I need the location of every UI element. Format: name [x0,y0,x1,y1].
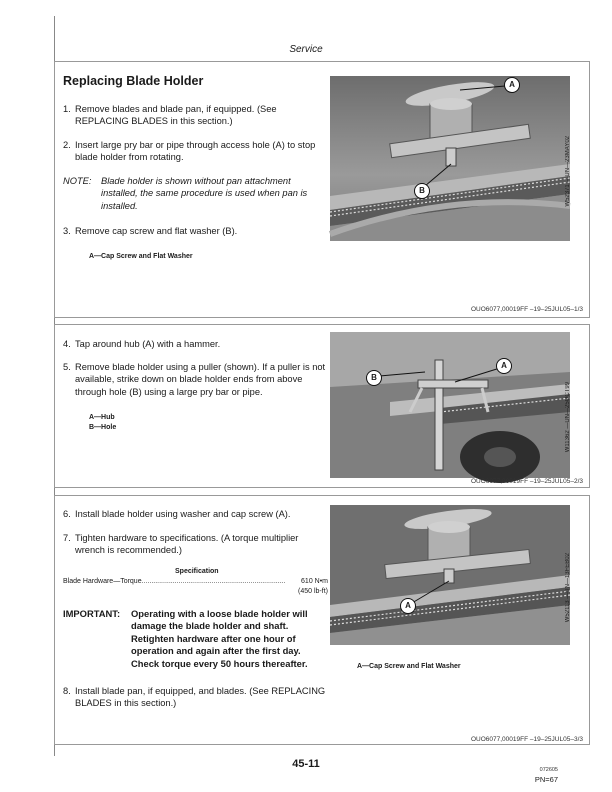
figure-legend: A—Hub B—Hole [89,414,117,431]
important-notice: IMPORTANT: Operating with a loose blade holder will damage the blade holder and shaft. Retighten hardware after one hour of operation and again after the first day. Check torque every 50 hours thereafter. [63,608,308,669]
reference-code: OUO6077,00019FF –19–25JUL05–1/3 [470,306,583,313]
install-illustration [330,505,570,645]
blade-holder-illustration [330,76,570,241]
figure-legend: A—Cap Screw and Flat Washer [357,663,461,670]
step-4: 4. Tap around hub (A) with a hammer. [63,339,221,349]
photo-id: W11362 —UN—25OCT99 [565,382,571,453]
reference-code: OUO6077,00019FF –19–25JUL05–3/3 [470,736,583,743]
step-5: 5. Remove blade holder using a puller (shown). If a puller is not available, strike down on blade holder ends from above through hole (B) using a large pry bar or pipe. [63,362,326,397]
revision-code: 072605 [539,767,558,773]
puller-photo [330,332,570,478]
callout-b: B [414,183,430,199]
spec-row: Blade Hardware—Torque .......................................................................... 610 N•m [63,578,328,585]
note: NOTE: Blade holder is shown without pan attachment installed, the same procedure is used when pan is installed. [63,176,308,211]
section-title: Replacing Blade Holder [63,74,204,88]
callout-a: A [496,358,512,374]
running-head: Service [289,44,323,55]
page-number: 45-11 [292,758,320,770]
callout-a: A [400,598,416,614]
step-2: 2. Insert large pry bar or pipe through access hole (A) to stop blade holder from rotating. [63,140,316,163]
pn-number: PN=67 [534,775,558,784]
puller-illustration [330,332,570,478]
step-7: 7. Tighten hardware to specifications. (A torque multiplier wrench is recommended.) [63,533,299,556]
step-1: 1. Remove blades and blade pan, if equipped. (See REPLACING BLADES in this section.) [63,104,277,127]
step-3: 3. Remove cap screw and flat washer (B). [63,226,238,236]
step-8: 8. Install blade pan, if equipped, and blades. (See REPLACING BLADES in this section.) [63,686,326,709]
photo-id: W52113 —UN—13FEB02 [565,553,571,623]
section-replacing-blade-holder [54,61,590,318]
photo-id: W52371 —UN—23MAY02 [565,136,571,207]
spec-heading: Specification [175,568,219,575]
section-remove-holder [54,324,590,488]
install-photo [330,505,570,645]
section-install-holder [54,495,590,745]
reference-code: OUO6077,00019FF –19–25JUL05–2/3 [470,478,583,485]
blade-holder-photo [330,76,570,241]
spec-value-alt: (450 lb-ft) [298,588,328,595]
callout-b: B [366,370,382,386]
step-6: 6. Install blade holder using washer and cap screw (A). [63,509,291,519]
callout-a: A [504,77,520,93]
figure-legend: A—Cap Screw and Flat Washer [89,253,193,260]
